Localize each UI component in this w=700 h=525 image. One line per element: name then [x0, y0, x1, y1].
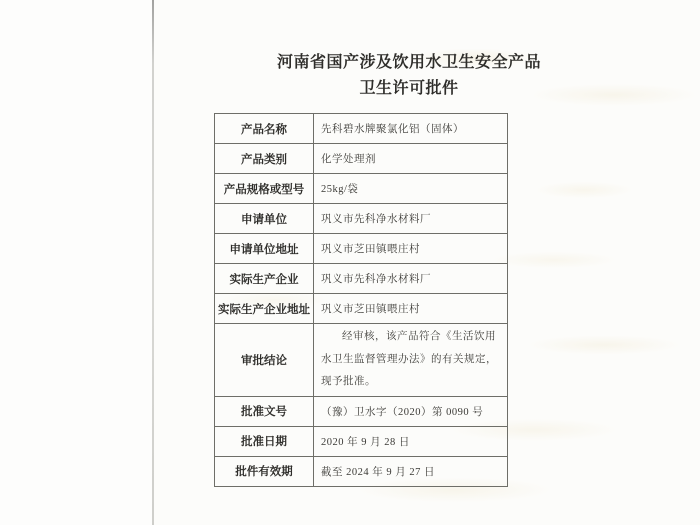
row-label-product-category: 产品类别 [215, 144, 314, 174]
row-value-approval-conclusion: 经审核，该产品符合《生活饮用水卫生监督管理办法》的有关规定，现予批准。 [314, 324, 508, 397]
table-row-approval-date [215, 426, 508, 456]
table-row-approval-conclusion [215, 324, 508, 397]
table-row-spec-or-model [215, 174, 508, 204]
row-value-product-name: 先科碧水牌聚氯化铝（固体） [314, 114, 508, 144]
table-row-approval-number [215, 396, 508, 426]
table-row-validity-period [215, 456, 508, 486]
permit-table [214, 113, 508, 487]
row-value-manufacturer-address: 巩义市芝田镇喂庄村 [314, 294, 508, 324]
table-row-product-name [215, 114, 508, 144]
document-title [194, 50, 624, 102]
title-line-1: 河南省国产涉及饮用水卫生安全产品 [276, 54, 541, 71]
row-value-applicant-address: 巩义市芝田镇喂庄村 [314, 234, 508, 264]
table-row-applicant [215, 204, 508, 234]
table-row-manufacturer [215, 264, 508, 294]
table-row-manufacturer-address [215, 294, 508, 324]
row-label-spec-or-model: 产品规格或型号 [215, 174, 314, 204]
table-row-applicant-address [215, 234, 508, 264]
row-label-applicant: 申请单位 [215, 204, 314, 234]
row-label-applicant-address: 申请单位地址 [215, 234, 314, 264]
row-label-manufacturer: 实际生产企业 [215, 264, 314, 294]
row-label-product-name: 产品名称 [215, 114, 314, 144]
permit-table-body [215, 114, 508, 487]
row-label-validity-period: 批件有效期 [215, 456, 314, 486]
row-label-approval-date: 批准日期 [215, 426, 314, 456]
row-label-approval-conclusion: 审批结论 [215, 324, 314, 397]
row-value-applicant: 巩义市先科净水材料厂 [314, 204, 508, 234]
row-value-approval-date: 2020 年 9 月 28 日 [314, 426, 508, 456]
row-label-approval-number: 批准文号 [215, 396, 314, 426]
table-row-product-category [215, 144, 508, 174]
row-value-manufacturer: 巩义市先科净水材料厂 [314, 264, 508, 294]
row-value-spec-or-model: 25kg/袋 [314, 174, 508, 204]
row-value-approval-number: （豫）卫水字（2020）第 0090 号 [314, 396, 508, 426]
title-line-2: 卫生许可批件 [359, 80, 459, 97]
document-page [154, 0, 700, 525]
row-value-validity-period: 截至 2024 年 9 月 27 日 [314, 456, 508, 486]
row-value-product-category: 化学处理剂 [314, 144, 508, 174]
row-label-manufacturer-address: 实际生产企业地址 [215, 294, 314, 324]
